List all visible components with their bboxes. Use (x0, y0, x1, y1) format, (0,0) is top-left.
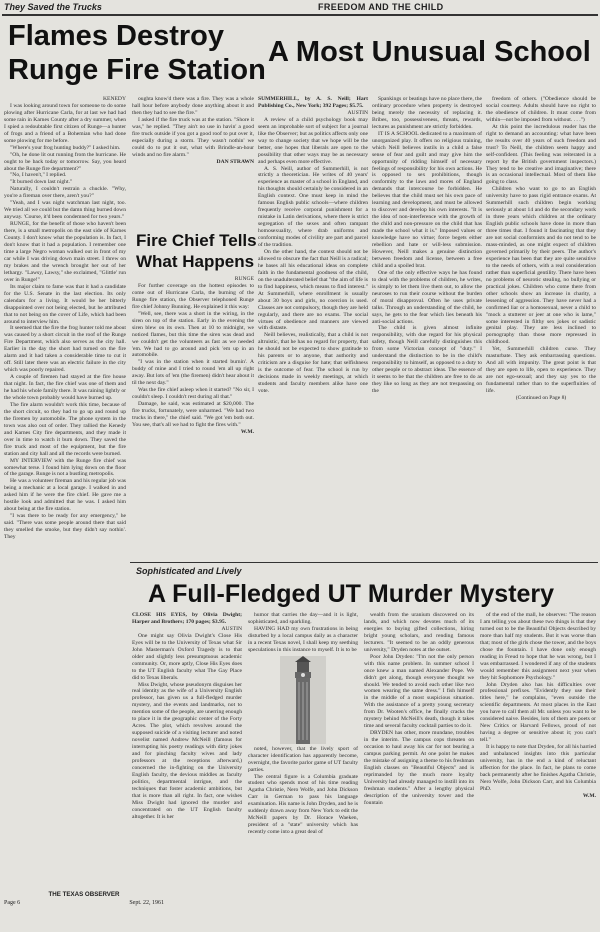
paragraph: The child is given almost infinite responsibility, with due regard for his physical safety, though Neill carefully distinguishes this from some Victorian concept of "duty." I understand the distinction to be in the child's responsibility to himself, as opposed to a duty to other people or to abstract ideas. The essence of it seems to be that the children are free to do as they like so long as they are not trespassing on the (372, 325, 482, 395)
paragraph: One might say Olivia Dwight's Close His Eyes will be to the University of Texas what Sir John Masterman's Oxford Tragedy is to that older and slightly less presumptuous academic community. Or, more aptly, Close His Eyes does to the UT English faculty what The Gay Place did to Texas liberals. (132, 632, 242, 681)
paragraph: "I was in the station when it started burnin'. A buddy of mine and I tried to round 'em all up right away. But lots of 'em (the firemen) didn't hear about it til the next day." (132, 359, 254, 387)
paragraph: freedom of others. ("Obedience should be social courtesy. Adults should have no right to the obedience of children. It must come from within—not be imposed from without. . . .") (486, 96, 596, 123)
paragraph: On the other hand, the context should not be allowed to obscure the fact that Neill is a radical; he bases all his educational ideas on complete faith in the fundamental goodness of the child, on the unadulterated belief that "the aim of life is to find happiness, which means to find interest." At Summerhill, where enrollment is usually about 30 boys and girls, no coercion is used. Classes are not compulsory, though they are held regularly, and there are no exams. The social virtues of obedience and manners are viewed with distaste. (258, 248, 368, 332)
paragraph: Miss Dwight, whose pseudonym disguises her real identity as the wife of a University English professor, has given us a full-fledged murder mystery, and the events and landmarks, not to mention some of the people, are unerring enough to place it in the geographic center of the Forty Acres. The plot, which revolves around the supposed suicide of a visiting lecturer and noted novelist named Andrew McNeill (famous for interrupting his poetry readings with dirty jokes and for pinching faculty wives and lady professors at the receptions afterward,) concerned the in-fighting on the University English faculty, the devious middles as faculty politics, departmental intrigue, and the techniques that foster academic ambitions, but that is more than all right. In fact, one wishes Miss Dwight had ignored the murder and concentrated on the UT English faculty altogether. It is her (132, 681, 242, 820)
footer-page: Page 6 (4, 900, 21, 906)
story3-column1 (258, 96, 368, 556)
story3-book-title: SUMMERHILL (258, 96, 298, 102)
paragraph: He was a volunteer fireman and his regular job was being a mechanic at a local garage. I walked in and asked him if he were the fire chief. He gave me a hostile look and admitted that he was. I asked him about being at the fire station. (4, 478, 126, 513)
story3-book-info: , by A. S. Neill; Hart Publishing Co., New York; 392 Pages; $5.75. (258, 96, 368, 109)
paragraph: "Oh, he done lit out running from the hurricane. He ought to be back today or tomorrow. Say, you heard about the Runge fire department?" (4, 151, 126, 172)
paragraph-dryden: DRYDEN has other, more mundane, troubles in the interim. The campus cops threaten on occasion to haul away his car for not bearing a campus parking permit. At one point he makes the mistake of assigning a theme to his freshman English classes on "Beautiful Objects" and is reprimanded by the much more loyalty University had already managed to instill into its freshman students." After a lengthy physical description of the university tower and the fountain (364, 730, 474, 806)
paragraph: "I was there to be ready for any emergency," he said. "There was some people around there that said they smelled the smoke, but they didn't say nothin'. They (4, 513, 126, 541)
headline-fire-chief-line1: Fire Chief Tells (136, 231, 257, 250)
paragraph: Children who want to go to an English university have to pass rigid entrance exams. At Summerhill such children begin working seriously at about 14 and do the secondary work in three years which children at the ordinary English public schools have done in more than three times that. I found it fascinating that they are not social conformists and do not tend to be mass-minded, as one might expect of children governed primarily by their peers. The author's experience has been that they are quite sensitive to the needs of others, with a real consideration rather than superficial gentility. There have been no problems of neurotic stealing, no bullying or practical jokes. Children who come there from other schools show an increase in charity, a lessening of aggression. They have never had a confirmed liar or a homosexual, never a child to "mock a stutterer or jeer at one who is lame," some interested in filthy sex jokes or sadistic genital play. They are less inclined to pornography than those more repressed in childhood. (486, 186, 596, 346)
story3-column2 (372, 96, 482, 556)
footer-paper-name: THE TEXAS OBSERVER (48, 891, 120, 898)
ut-tower-icon (280, 656, 326, 744)
story4-book-header (132, 612, 242, 626)
story3-book-header (258, 96, 368, 110)
paragraph: Damage, he said, was estimated at $20,000. The fire trucks, fortunately, were unharmed. "We had two trucks in there," the chief said. "We got 'em both out. You see, that's all we had to fight the fires with." (132, 401, 254, 429)
story2-dateline: RUNGE (234, 276, 254, 282)
story4-column2 (248, 612, 358, 928)
story4-column3 (364, 612, 474, 928)
paragraph-interview: MY INTERVIEW with the Runge fire chief was somewhat terse. I found him lying down on the floor of the garage. Runge is not a bustling metropolis. (4, 457, 126, 478)
headline-unusual-school: A Most Unusual School (268, 36, 591, 68)
story4-column1 (132, 612, 242, 928)
section-divider (130, 562, 598, 563)
headline-fire-chief-line2: What Happens (136, 252, 255, 271)
paragraph: of the end of the mall, he observes: "The reason I am telling you about these two things is that they turned out to be the Beautiful Objects described by more than half my students. But it was worse than that; most of the girls chose the tower, and the boys chose the fountain. I have done only enough reading in Freud to hope that he was wrong, but I was embarrassed. I wondered if any of the students would remember this assignment next year when they hit Sophomore Psychology." (480, 612, 596, 681)
story4-book-info: , by Olivia Dwight; Harper and Brothers; 170 pages; $3.95. (132, 612, 242, 625)
continued-note: (Continued on Page 8) (515, 394, 567, 401)
paragraph: "It burned down last night." (10, 179, 73, 186)
top-rule (2, 14, 598, 16)
paragraph: At this point the incredulous reader has the right to demand an accounting: what have been the results over 40 years of such freedom and trust? To Neill, the children seem happy and self-confident. (This feeling was reiterated in a report by the British government inspectors.) They tend to be creative and imaginative; there is an occasional intellectual. Most of them like going to class. (486, 123, 596, 186)
paragraph: "Where's your frog hunting buddy?" I asked him. (10, 144, 121, 151)
headline-flames-line2: Runge Fire Station (8, 54, 266, 86)
headline-ut-murder-mystery: A Full-Fledged UT Murder Mystery (148, 580, 555, 608)
paragraph: I asked if the fire truck was at the station. "Shore it was," he replied. "They ain't no use in havin' a good fire truck outside if you got a good roof to put over it, especially during a storm. They wasn't nothin' we could do to put it out, what with Brindle-an-hour winds and no fire alarm." (132, 116, 254, 158)
paragraph: The fire alarm wouldn't work this time, because of the short circuit, so they had to go up and round up the firemen by automobile. The phone system in the town was also out of order. They rallied the Kenedy and Karnes City fire departments, and they made it over in time to watch it burn down. They saved the fire truck and most of the equipment, but the fire station and city hall and all the records were burned. (4, 401, 126, 457)
paragraph: RUNGE, for the benefit of those who haven't been there, is a small metropolis on the east side of Karnes County. I don't know what the population is. In fact, I don't know that it had a population. I remember one time a large Negro woman walked out in front of my car while I was driving down main street. I threw on my brakes and the wrench brought her out of her lethargy. "Lawsy, Lawsy," she exclaimed, "Glittle' run over in Runge!" (4, 221, 126, 283)
paragraph: I was looking around town for someone to do some plowing after Hurricane Carla, for at last we had had some rain in Karnes County after a dry summer, when I spied a redoubtable first citizen of Runge—a hunter of frogs and a friend of a Bohemian who had done some plowing for me before. (4, 102, 126, 144)
story4-dateline: AUSTIN (221, 625, 242, 632)
story1-signature: DAN STRAWN (216, 158, 254, 165)
paragraph-having-had: HAVING HAD my own frustrations in being disturbed by a local campus daily as a character in a recent Texas novel, I shall keep my seething speculations in this instance to myself. It is to be (248, 625, 358, 653)
paragraph: Spankings or beatings have no place there, the ordinary procedure when property is destroyed being merely the necessity of replacing it. Bribes, too, possessiveness, threats, rewards, lectures as punishment are strictly forbidden. (372, 96, 482, 130)
paragraph: Yet, Summerhill children curse. They masturbate. They ask embarrassing questions. And all with impunity. The great point is that they are open to life, open to experience. They are not ego-sexual; and they say yes to the fundamental rather than to the superfluities of life. (486, 346, 596, 395)
story4-signature: W.M. (582, 792, 596, 799)
paragraph: wealth from the uranium discovered on its lands, and which now devotes much of its energies to buying gifted collections, hiring bright young scholars, and rending famous lecturers. "It seemed to be an oddly generous university," Dryden notes at the outset. (364, 612, 474, 653)
paragraph: A review of a child psychology book may seem an improbable sort of subject for a journal like the Observer; but as politics affects only one way to change society that we hope will be the better, one hopes that liberals are open to the possibility that other ways may be as necessary and perhaps even more effective. (258, 116, 368, 165)
paragraph: "No, I haven't," I replied. (10, 172, 67, 179)
paragraph: "Yeah, and I was night watchman last night, too. We tried all we could but the damn thing burned down anyway. 'Course, it'd been condemned for two years." (4, 200, 126, 221)
paragraph: One of the only effective ways he has found to deal with the problems of children, he writes, is simply to let them live them out, to allow the neuroses to run their course without the burden of moral disapproval. Often he uses private talks. Through an understanding of the child, he says, he gets to the fear which lies beneath his anti-social actions. (372, 269, 482, 325)
headline-flames-line1: Flames Destroy (8, 20, 224, 52)
story3-column3 (486, 96, 596, 556)
paragraph: A couple of firemen had stayed at the fire house that night. In fact, the fire chief was one of them and he had his whole family there. It was raining lightly or the whole town probably would have burned up. (4, 374, 126, 401)
story2-signature: W.M. (240, 428, 254, 435)
paragraph: Was the fire chief asleep when it started? "No sir, I couldn't sleep. I couldn't rest during all that." (132, 387, 254, 401)
paragraph: John Dryden also has his difficulties over professional prefixes. "Evidently they use their titles here," he complains, "even outside the scientific departments. At most places in the East you have to call them all Mr. unless you want to be considered naive. Besides, lots of them are poets or New Critics or Harvard Fellows, proud of not having a degree or sensitive about it; you can't tell." (480, 681, 596, 744)
paragraph: For further coverage on the hottest episodes to come out of Hurricane Carla, the burning of the Runge fire station, the Observer telephoned Runge fire chief Johnny Bunning. He explained it this way: (132, 282, 254, 310)
paragraph: Naturally, I couldn't restrain a chuckle. "Why, you're a fireman over there, aren't you?" (4, 186, 126, 200)
paragraph: noted, however, that the lively sport of character identification has apparently become, overnight, the favorite parlor game of UT faculty parties. (248, 745, 358, 773)
paragraph: The central figure is a Columbia graduate student who spends most of his time reading Agatha Christie, Nero Wolfe, and John Dickson Carr in German to pass his language examination. His name is John Dryden, and he is suddenly drawn away from New York to edit the McNeill papers by Dr. Horace Waeken, president of a "state" university which has recently come into a great deal of (248, 773, 358, 836)
paragraph: Neill believes, realistically, that a child is not altruistic, that he has no regard for property, that he should not be expected to show gratitude to his parents or to anyone, that authority and criticism are a disguise for hate; that selfishness is the outcome of fear. The school is run by decisions made in weekly meetings, at which students and faculty members alike have one vote. (258, 332, 368, 395)
story3-dateline: AUSTIN (347, 109, 368, 116)
paragraph: Poor John Dryden: "I'm not the only person with this name problem. In summer school I once knew a man named Alexander Pope. We didn't get along, though everyone thought we should. We tended to avoid each other like two women wearing the same dress." I fish himself in the middle of a most suspicious situation. With the assistance of a pretty young secretary from Dr. Wooten's office, he finally cracks the mystery behind McNeill's death, though it takes time and several faculty cocktail parties to do it. (364, 653, 474, 730)
paragraph: A. S. Neill, author of Summerhill, is not strictly a theoretician. He writes of 40 years' experience as master of a school in England, and his thoughts should certainly be considered in an English context. One must keep in mind the famous English public schools—where children frequently receive corporal punishment for a mistake in Latin derivations, where there is strict segregation of the sexes and often rampant homosexuality, where drab uniforms and conforming modes of civility are part and parcel of the tradition. (258, 165, 368, 249)
story1-dateline: KENEDY (103, 96, 126, 102)
story4-kicker: Sophisticated and Lively (136, 566, 242, 576)
story4-column4 (480, 612, 596, 928)
paragraph: "Well, see, there was a short in the wiring, in the siren on top of the station. Early in the evening the siren blew on its own. Then at 10 to midnight, we noticed flames, but this time the siren was dead and we couldn't get the volunteers as fast as we needed 'em. We had to go around and pick 'em up in an automobile. (132, 310, 254, 359)
paragraph: oughta know'd there was a fire. They was a whole hall hour before anybody done anything about it and then they had to see the fire." (132, 96, 254, 116)
story1-column1 (4, 96, 126, 886)
footer-date: Sept. 22, 1961 (129, 900, 164, 906)
paragraph: Its major claim to fame was that it had a candidate for the U.S. Senate in the last election. Its only calendars for a living. It would be her bitterly disappointed over not being elected, but he attributed that to not being on the cover of Life, which had been around to interview him. (4, 283, 126, 325)
story2-column (132, 276, 254, 560)
paragraph: It is happy to note that Dryden, for all his harried and unbalanced insights into this particular university, has in the end a kind of reluctant affection for the place. In fact, he plans to come back permanently after he finishes Agatha Christie, Nero Wolfe, John Dickson Carr, and his Columbia PhD. (480, 744, 596, 792)
section-label-left: They Saved the Trucks (4, 2, 102, 12)
story4-book-title: CLOSE HIS EYES (132, 612, 186, 618)
section-label-right: FREEDOM AND THE CHILD (318, 2, 444, 12)
ut-tower-photo (248, 656, 358, 744)
story1-column2 (132, 96, 254, 228)
paragraph: humor that carries the day—and it is light, sophisticated, and sparkling. (248, 612, 358, 625)
paragraph-school-lead: IT IS A SCHOOL dedicated to a maximum of unorganized play. It offers no religious training, which Neill believes instils in a child a false sense of fear and guilt and may give him the opportunity of ridding himself of necessary feelings of responsibility for his own actions. He is opposed to sex prohibitions, though conformity to the laws and mores of England demands that intercourse be forbidden. He believes that the child must set his own pace of learning and development, and must be allowed to discover and develop his own interests. "It is the idea of non-interference with the growth of the child and non-pressure on the child that has made the school what it is." Imposed values or knowledge have no virtue; force begets either rebellion and hate or will-less submission. However, Neill makes a genuine distinction between freedom and license, between a free child and a spoiled brat. (372, 130, 482, 269)
paragraph: It seemed that the fire the frog hunter told me about was caused by a short circuit in the roof of the Runge Fire Department, which also serves as the city hall. Earlier in the day the short had turned on the fire alarm and it had taken a considerable time to cut it off. Still later there was an electric failure in the city which was poorly repaired. (4, 325, 126, 374)
